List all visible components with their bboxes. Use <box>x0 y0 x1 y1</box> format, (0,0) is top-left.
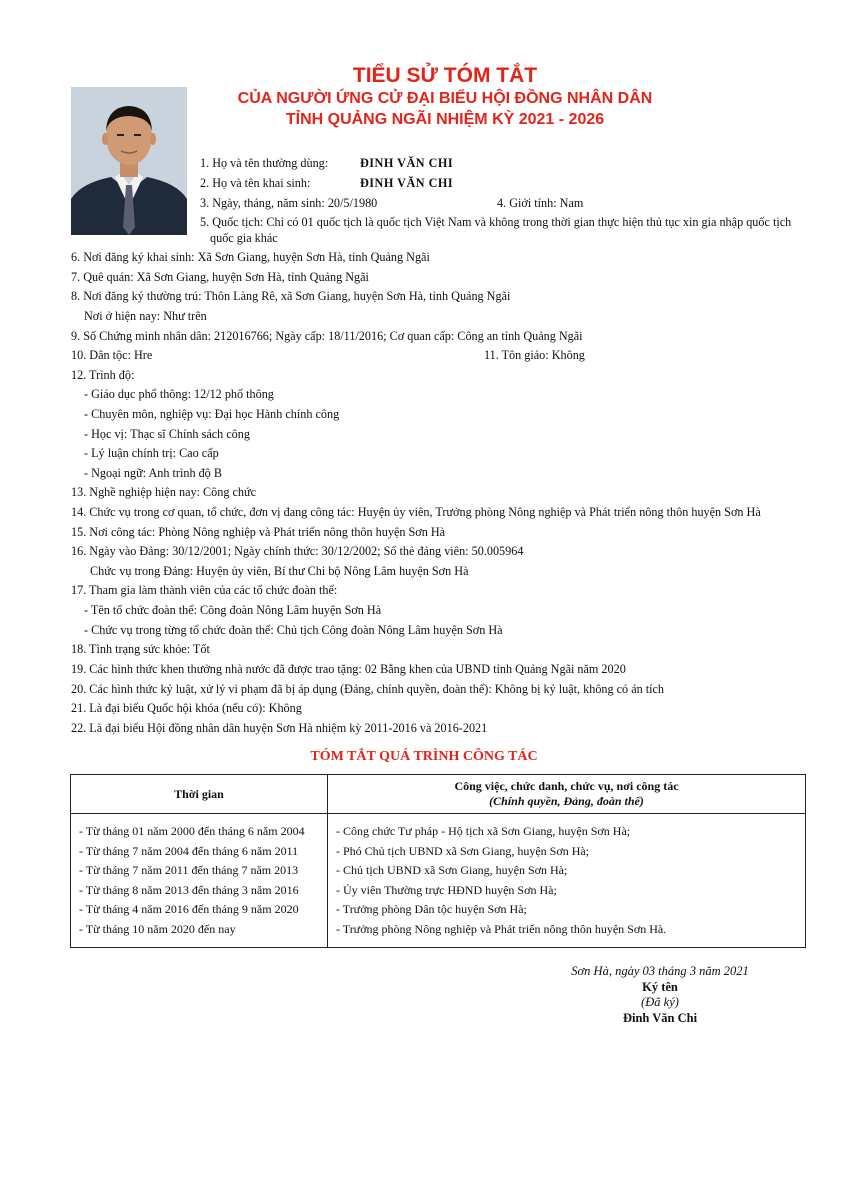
table-row <box>71 814 806 948</box>
time-entry: - Từ tháng 10 năm 2020 đến nay <box>79 921 236 936</box>
birth-name-value: ĐINH VĂN CHI <box>360 176 454 190</box>
field-label: 2. Họ và tên khai sinh: <box>200 176 311 190</box>
field-nationality-cont: quốc gia khác <box>210 231 278 245</box>
job-entry: - Trưởng phòng Nông nghiệp và Phát triển nông thôn huyện Sơn Hà. <box>336 921 667 936</box>
job-entry: - Công chức Tư pháp - Hộ tịch xã Sơn Giang, huyện Sơn Hà; <box>336 824 631 838</box>
table-header-row <box>71 775 806 814</box>
field-id-card: 9. Số Chứng minh nhân dân: 212016766; Ngày cấp: 18/11/2016; Cơ quan cấp: Công an tỉnh Quảng Ngãi <box>71 329 583 343</box>
work-history-title: TÓM TẮT QUÁ TRÌNH CÔNG TÁC <box>310 749 538 764</box>
field-education: 12. Trình độ: <box>71 368 135 382</box>
field-organizations: 17. Tham gia làm thành viên của các tổ chức đoàn thể: <box>71 583 338 597</box>
signature-signed-note: (Đã ký) <box>641 995 679 1009</box>
field-birth-registration: 6. Nơi đăng ký khai sinh: Xã Sơn Giang, huyện Sơn Hà, tỉnh Quảng Ngãi <box>71 250 430 264</box>
document-subtitle-1: CỦA NGƯỜI ỨNG CỬ ĐẠI BIỂU HỘI ĐỒNG NHÂN DÂN <box>237 90 653 107</box>
field-party-position: Chức vụ trong Đảng: Huyện ủy viên, Bí thư Chi bộ Nông Lâm huyện Sơn Hà <box>90 564 469 578</box>
field-council-delegate: 22. Là đại biểu Hội đồng nhân dân huyện Sơn Hà nhiệm kỳ 2011-2016 và 2016-2021 <box>71 721 488 735</box>
field-gender: 4. Giới tính: Nam <box>497 196 584 210</box>
document-title-block <box>195 64 695 130</box>
time-entry: - Từ tháng 7 năm 2004 đến tháng 6 năm 2011 <box>79 843 299 858</box>
field-current-residence: Nơi ở hiện nay: Như trên <box>84 309 207 323</box>
time-entry: - Từ tháng 7 năm 2011 đến tháng 7 năm 2013 <box>79 863 299 877</box>
field-education-degree: - Học vị: Thạc sĩ Chính sách công <box>84 427 250 441</box>
time-entry: - Từ tháng 8 năm 2013 đến tháng 3 năm 2016 <box>79 882 299 897</box>
signature-label: Ký tên <box>642 979 678 994</box>
field-common-name <box>200 155 328 171</box>
field-permanent-residence: 8. Nơi đăng ký thường trú: Thôn Làng Rê, xã Sơn Giang, huyện Sơn Hà, tỉnh Quảng Ngãi <box>71 289 511 303</box>
field-organization-position: - Chức vụ trong từng tổ chức đoàn thể: Chủ tịch Công đoàn Nông Lâm huyện Sơn Hà <box>84 623 503 637</box>
field-occupation: 13. Nghề nghiệp hiện nay: Công chức <box>71 485 256 499</box>
field-discipline: 20. Các hình thức kỷ luật, xử lý vi phạm đã bị áp dụng (Đảng, chính quyền, đoàn thể): Không bị kỷ luật, không có án tích <box>71 682 665 696</box>
signature-name: Đinh Văn Chi <box>622 1010 698 1025</box>
job-cell <box>328 814 806 948</box>
field-birth-date: 3. Ngày, tháng, năm sinh: 20/5/1980 <box>200 196 378 210</box>
work-history-table <box>70 774 806 948</box>
field-organization-name: - Tên tổ chức đoàn thể: Công đoàn Nông Lâm huyện Sơn Hà <box>84 603 382 617</box>
job-entry: - Chủ tịch UBND xã Sơn Giang, huyện Sơn Hà; <box>336 863 568 877</box>
time-entry: - Từ tháng 01 năm 2000 đến tháng 6 năm 2004 <box>79 824 305 838</box>
field-awards: 19. Các hình thức khen thưởng nhà nước đã được trao tặng: 02 Bằng khen của UBND tỉnh Quảng Ngãi năm 2020 <box>71 662 626 676</box>
signature-place-date: Sơn Hà, ngày 03 tháng 3 năm 2021 <box>571 964 749 978</box>
field-religion: 11. Tôn giáo: Không <box>484 348 585 362</box>
field-education-general: - Giáo dục phổ thông: 12/12 phổ thông <box>84 387 274 401</box>
field-national-assembly: 21. Là đại biểu Quốc hội khóa (nếu có): Không <box>71 701 302 715</box>
field-workplace: 15. Nơi công tác: Phòng Nông nghiệp và Phát triển nông thôn huyện Sơn Hà <box>71 525 446 539</box>
portrait-photo <box>71 87 187 235</box>
document-title: TIỂU SỬ TÓM TẮT <box>352 64 538 87</box>
header-job <box>328 775 806 814</box>
document-subtitle-2: TỈNH QUẢNG NGÃI NHIỆM KỲ 2021 - 2026 <box>285 111 605 128</box>
field-ethnicity: 10. Dân tộc: Hre <box>71 348 153 362</box>
field-education-political: - Lý luận chính trị: Cao cấp <box>84 446 219 460</box>
field-hometown: 7. Quê quán: Xã Sơn Giang, huyện Sơn Hà, tỉnh Quảng Ngãi <box>71 270 369 284</box>
field-education-professional: - Chuyên môn, nghiệp vụ: Đại học Hành chính công <box>84 407 340 421</box>
field-party-join: 16. Ngày vào Đảng: 30/12/2001; Ngày chính thức: 30/12/2002; Số thẻ đảng viên: 50.005964 <box>71 544 524 558</box>
portrait-illustration <box>71 87 187 235</box>
field-position: 14. Chức vụ trong cơ quan, tổ chức, đơn vị đang công tác: Huyện ủy viên, Trưởng phòng Nông nghiệp và Phát triển nông thôn huyện Sơn Hà <box>71 505 761 519</box>
field-education-language: - Ngoại ngữ: Anh trình độ B <box>84 466 222 480</box>
time-entry: - Từ tháng 4 năm 2016 đến tháng 9 năm 2020 <box>79 902 299 916</box>
field-health: 18. Tình trạng sức khỏe: Tốt <box>71 642 210 656</box>
signature-block <box>560 964 760 1026</box>
time-cell <box>71 814 328 948</box>
header-job-subtitle: (Chính quyền, Đảng, đoàn thể) <box>489 794 644 808</box>
header-time: Thời gian <box>71 775 328 814</box>
job-entry: - Ủy viên Thường trực HĐND huyện Sơn Hà; <box>336 882 557 897</box>
field-label: 1. Họ và tên thường dùng: <box>200 156 329 170</box>
common-name-value: ĐINH VĂN CHI <box>360 156 454 170</box>
header-job-title: Công việc, chức danh, chức vụ, nơi công tác <box>454 779 679 793</box>
field-nationality: 5. Quốc tịch: Chỉ có 01 quốc tịch là quốc tịch Việt Nam và không trong thời gian thực hiện thủ tục xin gia nhập quốc tịch <box>200 215 792 229</box>
job-entry: - Trưởng phòng Dân tộc huyện Sơn Hà; <box>336 902 527 916</box>
job-entry: - Phó Chủ tịch UBND xã Sơn Giang, huyện Sơn Hà; <box>336 843 590 858</box>
field-birth-name <box>200 175 310 191</box>
